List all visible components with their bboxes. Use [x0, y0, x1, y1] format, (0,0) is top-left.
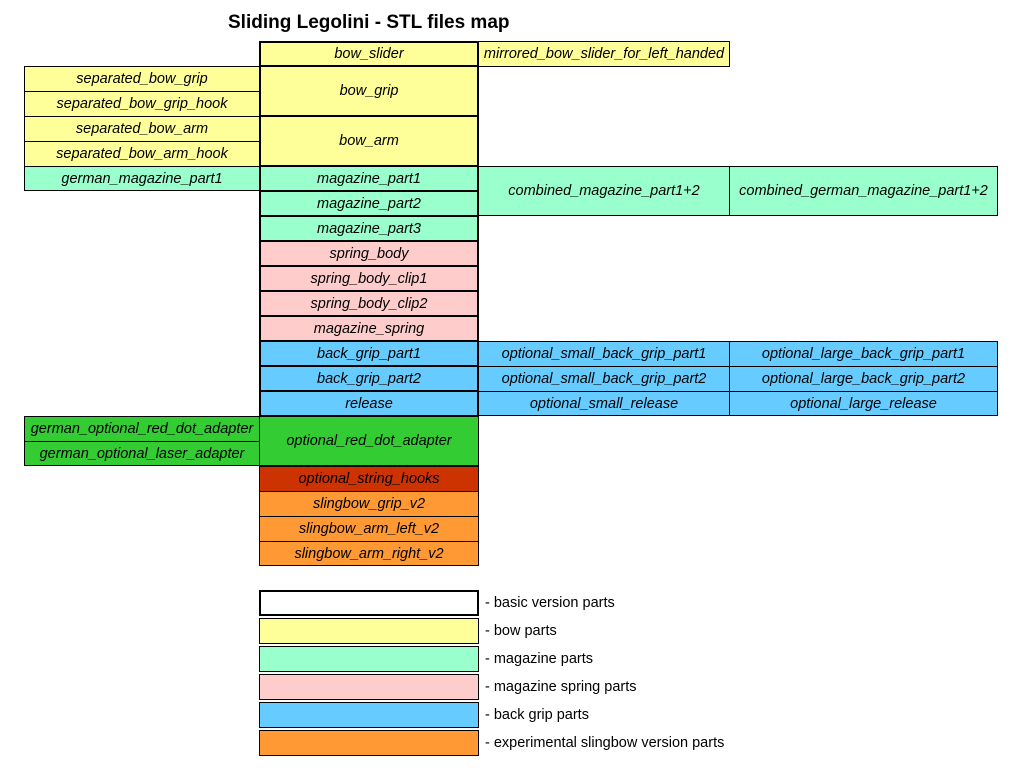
magazine-spring-cell: magazine_spring [259, 315, 479, 342]
german-magazine-part1-cell: german_magazine_part1 [24, 166, 260, 191]
page-title: Sliding Legolini - STL files map [228, 12, 510, 33]
separated-bow-arm-cell: separated_bow_arm [24, 116, 260, 142]
bow-arm-cell: bow_arm [259, 115, 479, 167]
separated-bow-arm-hook-cell: separated_bow_arm_hook [24, 141, 260, 167]
slingbow-arm-right-v2-cell: slingbow_arm_right_v2 [259, 541, 479, 566]
back-grip-part2-cell: back_grip_part2 [259, 365, 479, 392]
spring-body-clip1-cell: spring_body_clip1 [259, 265, 479, 292]
legend-swatch-spring [259, 674, 479, 700]
legend-label-spring: - magazine spring parts [485, 679, 637, 695]
legend-label-bow: - bow parts [485, 623, 557, 639]
optional-small-release-cell: optional_small_release [478, 391, 730, 416]
magazine-part3-cell: magazine_part3 [259, 215, 479, 242]
legend-swatch-slingbow [259, 730, 479, 756]
legend-swatch-magazine [259, 646, 479, 672]
optional-large-back-grip-part2-cell: optional_large_back_grip_part2 [729, 366, 998, 392]
slingbow-arm-left-v2-cell: slingbow_arm_left_v2 [259, 516, 479, 542]
optional-red-dot-adapter-cell: optional_red_dot_adapter [259, 416, 479, 466]
legend-swatch-basic [259, 590, 479, 616]
back-grip-part1-cell: back_grip_part1 [259, 340, 479, 367]
legend-label-basic: - basic version parts [485, 595, 615, 611]
legend-label-magazine: - magazine parts [485, 651, 593, 667]
optional-large-release-cell: optional_large_release [729, 391, 998, 416]
magazine-part2-cell: magazine_part2 [259, 190, 479, 217]
spring-body-cell: spring_body [259, 240, 479, 267]
legend-label-back-grip: - back grip parts [485, 707, 589, 723]
optional-small-back-grip-part2-cell: optional_small_back_grip_part2 [478, 366, 730, 392]
german-optional-laser-adapter-cell: german_optional_laser_adapter [24, 441, 260, 466]
separated-bow-grip-hook-cell: separated_bow_grip_hook [24, 91, 260, 117]
magazine-part1-cell: magazine_part1 [259, 165, 479, 192]
mirrored-bow-slider-cell: mirrored_bow_slider_for_left_handed [478, 41, 730, 67]
german-optional-red-dot-adapter-cell: german_optional_red_dot_adapter [24, 416, 260, 442]
optional-large-back-grip-part1-cell: optional_large_back_grip_part1 [729, 341, 998, 367]
bow-grip-cell: bow_grip [259, 65, 479, 117]
combined-german-magazine-cell: combined_german_magazine_part1+2 [729, 166, 998, 216]
legend-label-slingbow: - experimental slingbow version parts [485, 735, 725, 751]
separated-bow-grip-cell: separated_bow_grip [24, 66, 260, 92]
combined-magazine-cell: combined_magazine_part1+2 [478, 166, 730, 216]
optional-small-back-grip-part1-cell: optional_small_back_grip_part1 [478, 341, 730, 367]
release-cell: release [259, 390, 479, 417]
bow-slider-cell: bow_slider [259, 41, 479, 67]
optional-string-hooks-cell: optional_string_hooks [259, 466, 479, 492]
legend-swatch-bow [259, 618, 479, 644]
slingbow-grip-v2-cell: slingbow_grip_v2 [259, 491, 479, 517]
legend-swatch-back-grip [259, 702, 479, 728]
spring-body-clip2-cell: spring_body_clip2 [259, 290, 479, 317]
